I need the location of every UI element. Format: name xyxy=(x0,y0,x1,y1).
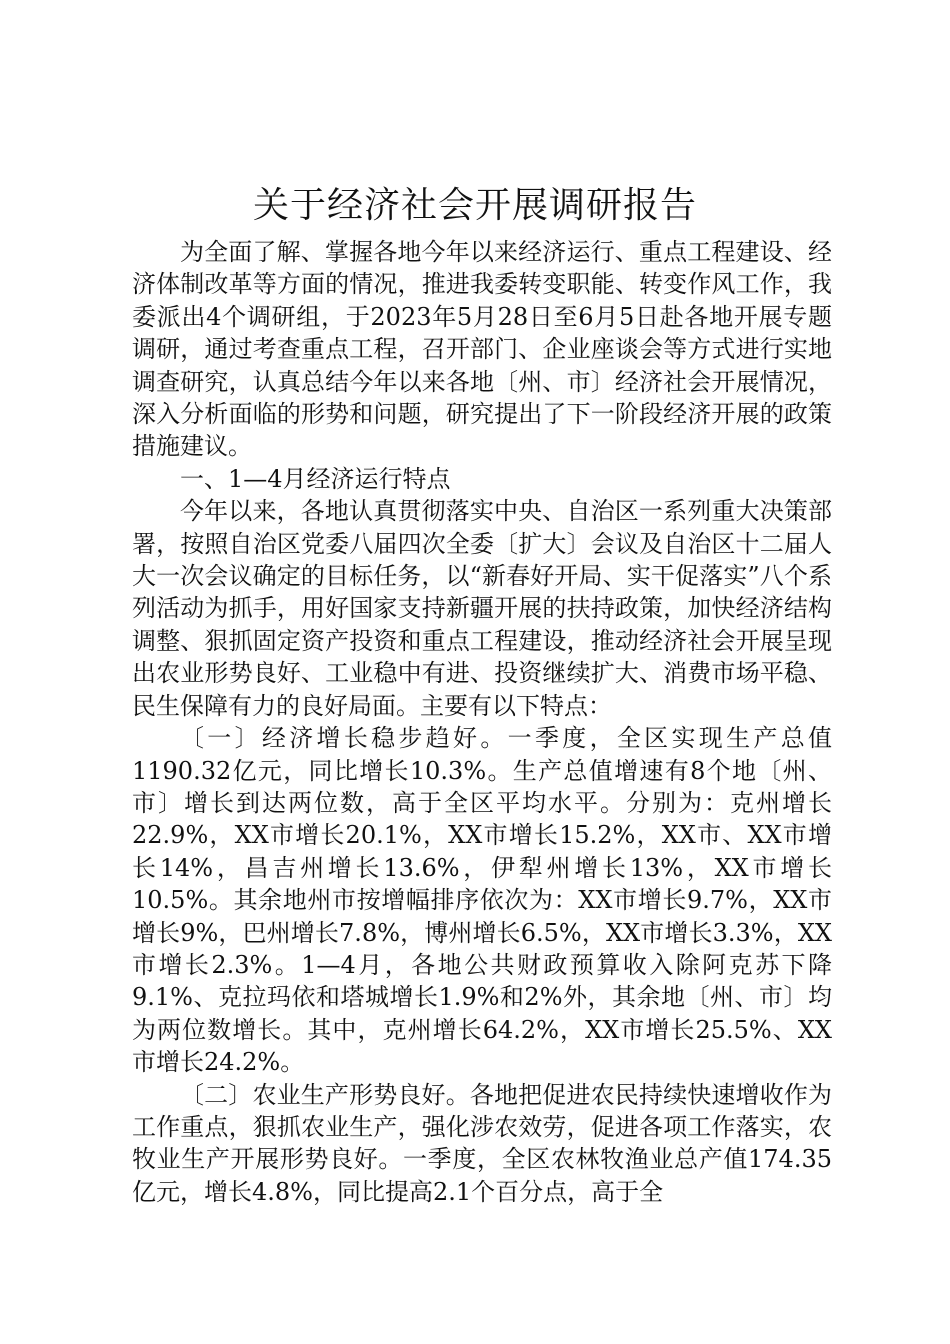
paragraph-economic-growth: 〔一〕经济增长稳步趋好。一季度，全区实现生产总值1190.32亿元，同比增长10.3%。生产总值增速有8个地〔州、市〕增长到达两位数，高于全区平均水平。分别为：克州增长22.9%，XX市增长20.1%，XX市增长15.2%，XX市、XX市增长14%，昌吉州增长13.6%，伊犁州增长13%，XX市增长10.5%。其余地州市按增幅排序依次为：XX市增长9.7%，XX市增长9%，巴州增长7.8%，博州增长6.5%，XX市增长3.3%，XX市增长2.3%。1—4月，各地公共财政预算收入除阿克苏下降9.1%、克拉玛依和塔城增长1.9%和2%外，其余地〔州、市〕均为两位数增长。其中，克州增长64.2%，XX市增长25.5%、XX市增长24.2%。 xyxy=(132,724,832,1077)
paragraph-overview: 今年以来，各地认真贯彻落实中央、自治区一系列重大决策部署，按照自治区党委八届四次全委〔扩大〕会议及自治区十二届人大一次会议确定的目标任务，以“新春好开局、实干促落实”八个系列活动为抓手，用好国家支持新疆开展的扶持政策，加快经济结构调整、狠抓固定资产投资和重点工程建设，推动经济社会开展呈现出农业形势良好、工业稳中有进、投资继续扩大、消费市场平稳、民生保障有力的良好局面。主要有以下特点： xyxy=(132,497,832,720)
document-body xyxy=(132,236,832,1208)
paragraph-intro: 为全面了解、掌握各地今年以来经济运行、重点工程建设、经济体制改革等方面的情况，推进我委转变职能、转变作风工作，我委派出4个调研组，于2023年5月28日至6月5日赴各地开展专题调研，通过考查重点工程，召开部门、企业座谈会等方式进行实地调查研究，认真总结今年以来各地〔州、市〕经济社会开展情况，深入分析面临的形势和问题，研究提出了下一阶段经济开展的政策措施建议。 xyxy=(132,238,832,461)
document-title: 关于经济社会开展调研报告 xyxy=(252,185,697,226)
paragraph-agriculture: 〔二〕农业生产形势良好。各地把促进农民持续快速增收作为工作重点，狠抓农业生产，强化涉农效劳，促进各项工作落实，农牧业生产开展形势良好。一季度，全区农林牧渔业总产值174.35亿元，增长4.8%，同比提高2.1个百分点，高于全 xyxy=(132,1080,832,1206)
section-heading: 一、1—4月经济运行特点 xyxy=(180,464,451,493)
